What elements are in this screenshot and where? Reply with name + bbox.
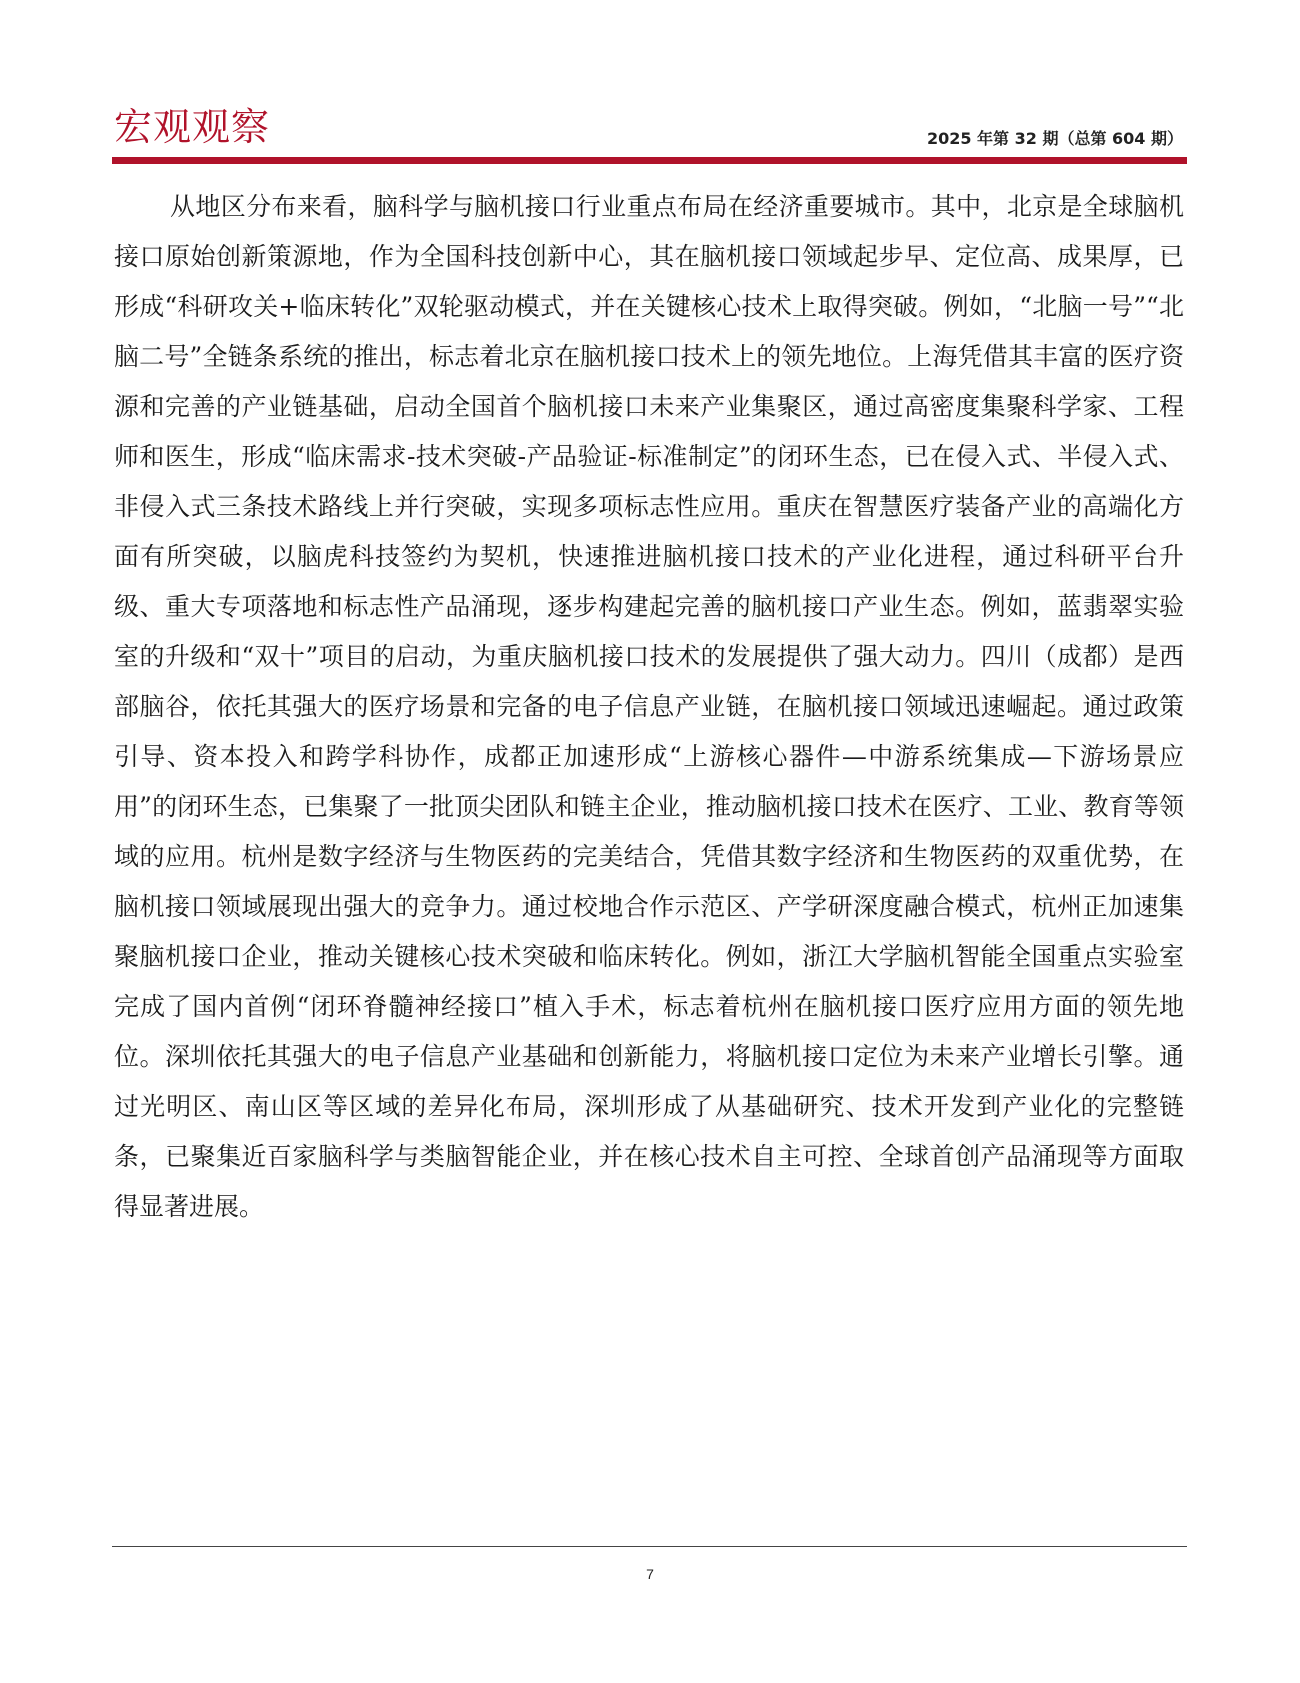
page-number: 7 [646,1566,654,1582]
header-divider [112,157,1187,164]
body-paragraph: 从地区分布来看，脑科学与脑机接口行业重点布局在经济重要城市。其中，北京是全球脑机接口原始创新策源地，作为全国科技创新中心，其在脑机接口领域起步早、定位高、成果厚，已形成“科研攻关+临床转化”双轮驱动模式，并在关键核心技术上取得突破。例如，“北脑一号”“北脑二号”全链条系统的推出，标志着北京在脑机接口技术上的领先地位。上海凭借其丰富的医疗资源和完善的产业链基础，启动全国首个脑机接口未来产业集聚区，通过高密度集聚科学家、工程师和医生，形成“临床需求-技术突破-产品验证-标准制定”的闭环生态，已在侵入式、半侵入式、非侵入式三条技术路线上并行突破，实现多项标志性应用。重庆在智慧医疗装备产业的高端化方面有所突破，以脑虎科技签约为契机，快速推进脑机接口技术的产业化进程，通过科研平台升级、重大专项落地和标志性产品涌现，逐步构建起完善的脑机接口产业生态。例如，蓝翡翠实验室的升级和“双十”项目的启动，为重庆脑机接口技术的发展提供了强大动力。四川（成都）是西部脑谷，依托其强大的医疗场景和完备的电子信息产业链，在脑机接口领域迅速崛起。通过政策引导、资本投入和跨学科协作，成都正加速形成“上游核心器件—中游系统集成—下游场景应用”的闭环生态，已集聚了一批顶尖团队和链主企业，推动脑机接口技术在医疗、工业、教育等领域的应用。杭州是数字经济与生物医药的完美结合，凭借其数字经济和生物医药的双重优势，在脑机接口领域展现出强大的竞争力。通过校地合作示范区、产学研深度融合模式，杭州正加速集聚脑机接口企业，推动关键核心技术突破和临床转化。例如，浙江大学脑机智能全国重点实验室完成了国内首例“闭环脊髓神经接口”植入手术，标志着杭州在脑机接口医疗应用方面的领先地位。深圳依托其强大的电子信息产业基础和创新能力，将脑机接口定位为未来产业增长引擎。通过光明区、南山区等区域的差异化布局，深圳形成了从基础研究、技术开发到产业化的完整链条，已聚集近百家脑科学与类脑智能企业，并在核心技术自主可控、全球首创产品涌现等方面取得显著进展。 [114,192,1184,1221]
issue-info: 2025 年第 32 期（总第 604 期） [926,129,1183,148]
footer-divider [112,1546,1187,1547]
section-title: 宏观观察 [114,105,271,149]
